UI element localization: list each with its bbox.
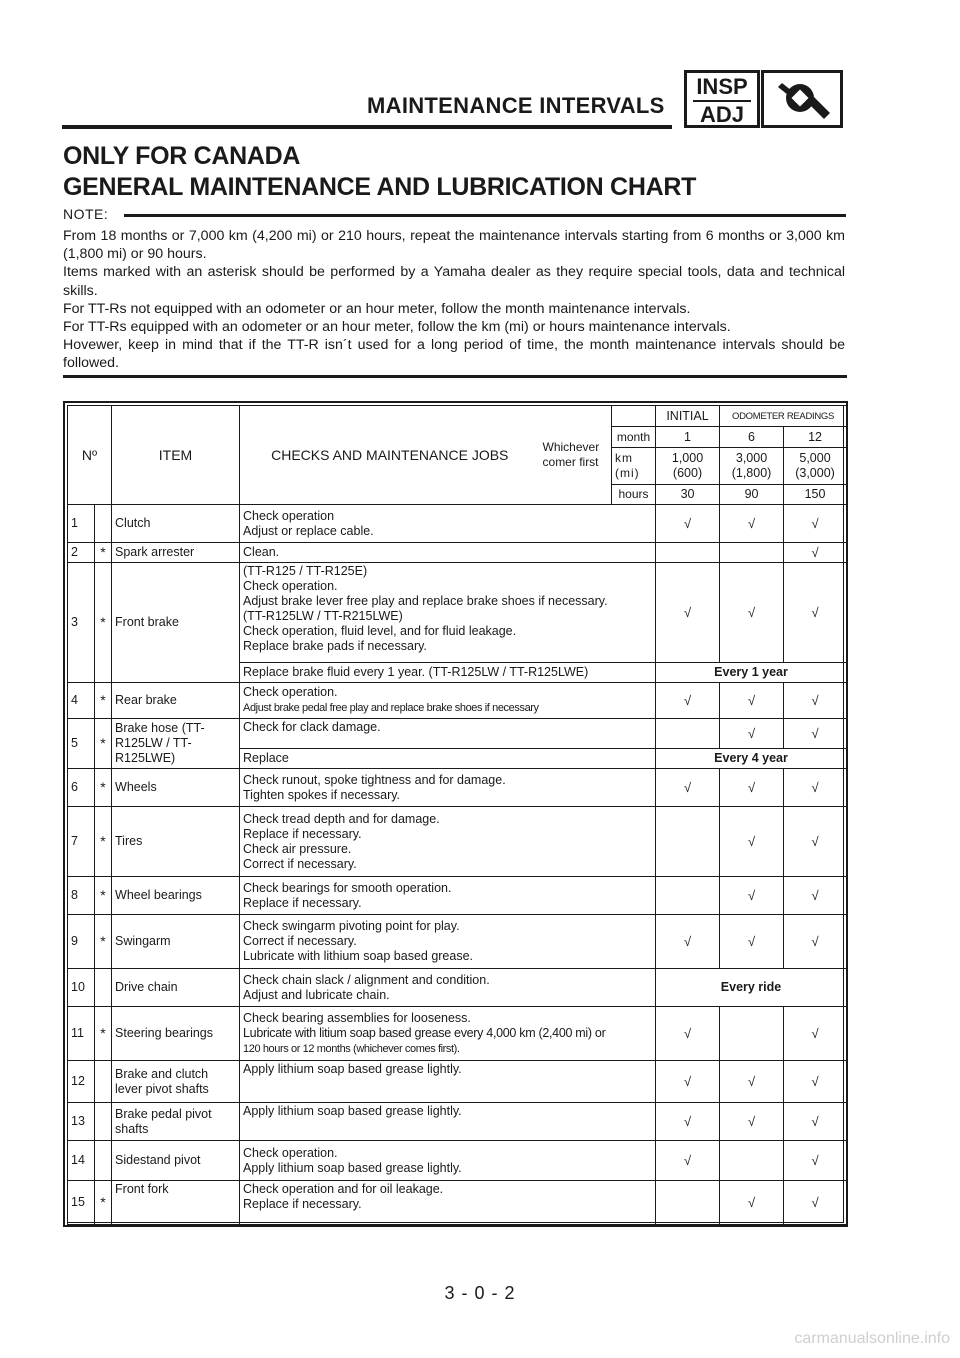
row-jobs [240, 807, 656, 877]
table-row [68, 807, 847, 877]
row-item: Spark arrester [112, 543, 240, 563]
section-title: MAINTENANCE INTERVALS [367, 93, 665, 118]
row-jobs: Check for clack damage. [240, 719, 656, 749]
row-number: 12 [68, 1061, 95, 1103]
row-jobs [240, 915, 656, 969]
row-number: 2 [68, 543, 95, 563]
job-line: Check operation [243, 508, 335, 523]
row-number: 9 [68, 915, 95, 969]
job-line: Check bearings for smooth operation. [243, 880, 452, 895]
empty-cell [720, 543, 784, 563]
row-number: 8 [68, 877, 95, 915]
check-mark: √ [656, 505, 720, 543]
note-paragraph: Items marked with an asterisk should be performed by a Yamaha dealer as they require special tools, data and technical skills. [63, 264, 845, 299]
check-mark: √ [720, 683, 784, 719]
job-line: Check runout, spoke tightness and for damage. [243, 772, 506, 787]
row-jobs: Replace brake fluid every 1 year. (TT-R125LW / TT-R125LWE) [240, 663, 656, 683]
km-value: 3,000 (1,800) [720, 448, 784, 485]
maintenance-table [67, 405, 847, 1225]
job-line: Adjust and lubricate chain. [243, 987, 390, 1002]
table-row [68, 769, 847, 807]
table-row [68, 543, 847, 563]
job-line: Check air pressure. [243, 841, 352, 856]
job-line: Check chain slack / alignment and condition. [243, 972, 490, 987]
check-mark: √ [656, 683, 720, 719]
job-line: Apply lithium soap based grease lightly. [243, 1160, 462, 1175]
row-jobs [240, 877, 656, 915]
job-line: Check tread depth and for damage. [243, 811, 440, 826]
table-row [68, 1103, 847, 1141]
empty-cell [656, 877, 720, 915]
table-row [68, 969, 847, 1007]
row-item: Brake and clutch lever pivot shafts [112, 1061, 240, 1103]
row-number: 5 [68, 719, 95, 769]
check-mark: √ [784, 1181, 847, 1225]
check-mark: √ [656, 1007, 720, 1061]
row-item: Front fork [112, 1181, 240, 1225]
row-number: 10 [68, 969, 95, 1007]
check-mark: √ [784, 1007, 847, 1061]
check-mark: √ [720, 719, 784, 749]
col-header-whichever: Whichever comer first [540, 406, 612, 505]
check-mark: √ [784, 915, 847, 969]
check-mark: √ [656, 1061, 720, 1103]
job-line: Check bearing assemblies for looseness. [243, 1010, 471, 1025]
job-line: Adjust brake pedal free play and replace brake shoes if necessary [243, 702, 539, 714]
table-row [68, 1141, 847, 1181]
km-value: 5,000 (3,000) [784, 448, 847, 485]
row-item: Tires [112, 807, 240, 877]
table-row [68, 719, 847, 749]
empty-cell [656, 807, 720, 877]
check-mark: √ [720, 807, 784, 877]
month-value: 6 [720, 427, 784, 448]
row-jobs [240, 683, 656, 719]
row-jobs [240, 1007, 656, 1061]
hours-value: 30 [656, 485, 720, 505]
row-item: Wheel bearings [112, 877, 240, 915]
empty-cell [656, 719, 720, 749]
row-number: 11 [68, 1007, 95, 1061]
check-mark: √ [784, 877, 847, 915]
row-jobs [240, 769, 656, 807]
badge-bottom-text: ADJ [699, 102, 744, 127]
row-jobs: Clean. [240, 543, 656, 563]
row-jobs: Apply lithium soap based grease lightly. [240, 1061, 656, 1103]
row-asterisk: * [95, 807, 112, 877]
note-paragraph: For TT-Rs equipped with an odometer or an hour meter, follow the km (mi) or hours maintenance intervals. [63, 319, 731, 336]
page-number: 3 - 0 - 2 [444, 1283, 516, 1303]
note-paragraph: For TT-Rs not equipped with an odometer or an hour meter, follow the month maintenance intervals. [63, 300, 691, 317]
row-asterisk: * [95, 915, 112, 969]
row-jobs: Apply lithium soap based grease lightly. [240, 1103, 656, 1141]
insp-adj-badge [684, 70, 760, 128]
row-item: Front brake [112, 563, 240, 683]
row-jobs [240, 1181, 656, 1225]
check-mark: √ [784, 719, 847, 749]
km-label: km (mi) [612, 448, 656, 485]
job-line: Check operation and for oil leakage. [243, 1182, 444, 1196]
row-asterisk [95, 505, 112, 543]
job-line: Check operation, fluid level, and for fluid leakage. [243, 624, 517, 638]
empty-cell [720, 1141, 784, 1181]
row-asterisk: * [95, 719, 112, 769]
check-mark: √ [720, 563, 784, 663]
row-jobs [240, 563, 656, 663]
hours-label: hours [612, 485, 656, 505]
job-line: Check swingarm pivoting point for play. [243, 919, 460, 933]
job-line: Replace if necessary. [243, 1197, 362, 1211]
header-empty-cell [612, 406, 656, 427]
check-mark: √ [656, 1103, 720, 1141]
row-item: Sidestand pivot [112, 1141, 240, 1181]
row-number: 14 [68, 1141, 95, 1181]
row-asterisk [95, 1141, 112, 1181]
table-row [68, 563, 847, 663]
check-mark: √ [720, 1061, 784, 1103]
job-line: Adjust brake lever free play and replace brake shoes if necessary. [243, 594, 608, 608]
note-paragraph: Hovewer, keep in mind that if the TT-R isn´t used for a long period of time, the month maintenance intervals should be followed. [63, 337, 845, 372]
row-item: Drive chain [112, 969, 240, 1007]
row-number: 13 [68, 1103, 95, 1141]
row-item: Clutch [112, 505, 240, 543]
interval-every-4-year: Every 4 year [656, 749, 847, 769]
job-line: Lubricate with litium soap based grease every 4,000 km (2,400 mi) or [243, 1025, 606, 1040]
note-paragraph: From 18 months or 7,000 km (4,200 mi) or 210 hours, repeat the maintenance intervals starting from 6 months or 3,000 km (1,800 mi) or 90 hours. [63, 228, 845, 263]
row-asterisk [95, 1103, 112, 1141]
hours-value: 150 [784, 485, 847, 505]
job-line: Correct if necessary. [243, 856, 357, 871]
month-value: 12 [784, 427, 847, 448]
col-header-jobs: CHECKS AND MAINTENANCE JOBS [240, 406, 540, 505]
header-row [68, 406, 847, 427]
job-line: Tighten spokes if necessary. [243, 787, 401, 802]
job-line: (TT-R125LW / TT-R215LWE) [243, 609, 403, 623]
footer-watermark: carmanualsonline.info [794, 1330, 950, 1347]
check-mark: √ [720, 1103, 784, 1141]
check-mark: √ [656, 769, 720, 807]
month-value: 1 [656, 427, 720, 448]
row-asterisk: * [95, 563, 112, 683]
empty-cell [656, 543, 720, 563]
interval-every-year: Every 1 year [656, 663, 847, 683]
header-rule [62, 125, 672, 129]
maintenance-chart-inner [67, 405, 844, 1223]
row-item: Steering bearings [112, 1007, 240, 1061]
row-asterisk [95, 969, 112, 1007]
row-asterisk: * [95, 543, 112, 563]
wrench-icon [764, 73, 840, 125]
table-row [68, 683, 847, 719]
maintenance-chart [63, 401, 848, 1227]
row-item: Brake hose (TT-R125LW / TT-R125LWE) [112, 719, 240, 769]
row-item: Swingarm [112, 915, 240, 969]
row-number: 1 [68, 505, 95, 543]
table-row [68, 1007, 847, 1061]
check-mark: √ [656, 915, 720, 969]
km-value: 1,000 (600) [656, 448, 720, 485]
table-row [68, 505, 847, 543]
table-row [68, 1181, 847, 1225]
job-line: 120 hours or 12 months (whichever comes first). [243, 1042, 460, 1055]
check-mark: √ [784, 807, 847, 877]
row-asterisk: * [95, 1181, 112, 1225]
month-label: month [612, 427, 656, 448]
row-item: Brake pedal pivot shafts [112, 1103, 240, 1141]
title-canada: ONLY FOR CANADA [63, 142, 301, 170]
row-number: 15 [68, 1181, 95, 1225]
table-row [68, 1061, 847, 1103]
row-asterisk: * [95, 877, 112, 915]
job-line: Check operation. [243, 579, 338, 593]
check-mark: √ [656, 1141, 720, 1181]
row-jobs [240, 1141, 656, 1181]
job-line: Adjust or replace cable. [243, 523, 374, 538]
check-mark: √ [784, 563, 847, 663]
table-row [68, 915, 847, 969]
row-asterisk: * [95, 769, 112, 807]
row-number: 3 [68, 563, 95, 683]
check-mark: √ [784, 1141, 847, 1181]
col-header-odometer: ODOMETER READINGS [720, 406, 847, 427]
note-label: NOTE: [63, 206, 109, 222]
job-line: Correct if necessary. [243, 934, 357, 948]
check-mark: √ [720, 769, 784, 807]
note-rule [124, 214, 846, 217]
job-line: Check operation. [243, 685, 338, 699]
check-mark: √ [720, 915, 784, 969]
empty-cell [720, 1007, 784, 1061]
job-line: Lubricate with lithium soap based grease. [243, 949, 474, 963]
job-line: Replace brake pads if necessary. [243, 639, 427, 653]
check-mark: √ [784, 1061, 847, 1103]
badge-top-text: INSP [696, 74, 748, 99]
table-row [68, 877, 847, 915]
check-mark: √ [720, 877, 784, 915]
title-chart: GENERAL MAINTENANCE AND LUBRICATION CHART [63, 173, 697, 201]
row-number: 7 [68, 807, 95, 877]
note-end-rule [63, 375, 847, 378]
col-header-initial: INITIAL [656, 406, 720, 427]
col-header-no: Nº [68, 406, 112, 505]
row-jobs: Replace [240, 749, 656, 769]
check-mark: √ [784, 505, 847, 543]
check-mark: √ [784, 683, 847, 719]
col-header-item: ITEM [112, 406, 240, 505]
note-text [63, 227, 845, 373]
wrench-icon-box [761, 70, 843, 128]
job-line: (TT-R125 / TT-R125E) [243, 564, 368, 578]
interval-every-ride: Every ride [656, 969, 847, 1007]
job-line: Replace if necessary. [243, 895, 362, 910]
row-asterisk: * [95, 1007, 112, 1061]
check-mark: √ [784, 769, 847, 807]
check-mark: √ [784, 543, 847, 563]
row-asterisk: * [95, 683, 112, 719]
row-number: 4 [68, 683, 95, 719]
job-line: Check operation. [243, 1145, 338, 1160]
row-item: Rear brake [112, 683, 240, 719]
check-mark: √ [656, 563, 720, 663]
job-line: Replace if necessary. [243, 826, 362, 841]
hours-value: 90 [720, 485, 784, 505]
row-jobs [240, 969, 656, 1007]
row-jobs [240, 505, 656, 543]
check-mark: √ [784, 1103, 847, 1141]
check-mark: √ [720, 1181, 784, 1225]
row-asterisk [95, 1061, 112, 1103]
row-item: Wheels [112, 769, 240, 807]
row-number: 6 [68, 769, 95, 807]
empty-cell [656, 1181, 720, 1225]
check-mark: √ [720, 505, 784, 543]
